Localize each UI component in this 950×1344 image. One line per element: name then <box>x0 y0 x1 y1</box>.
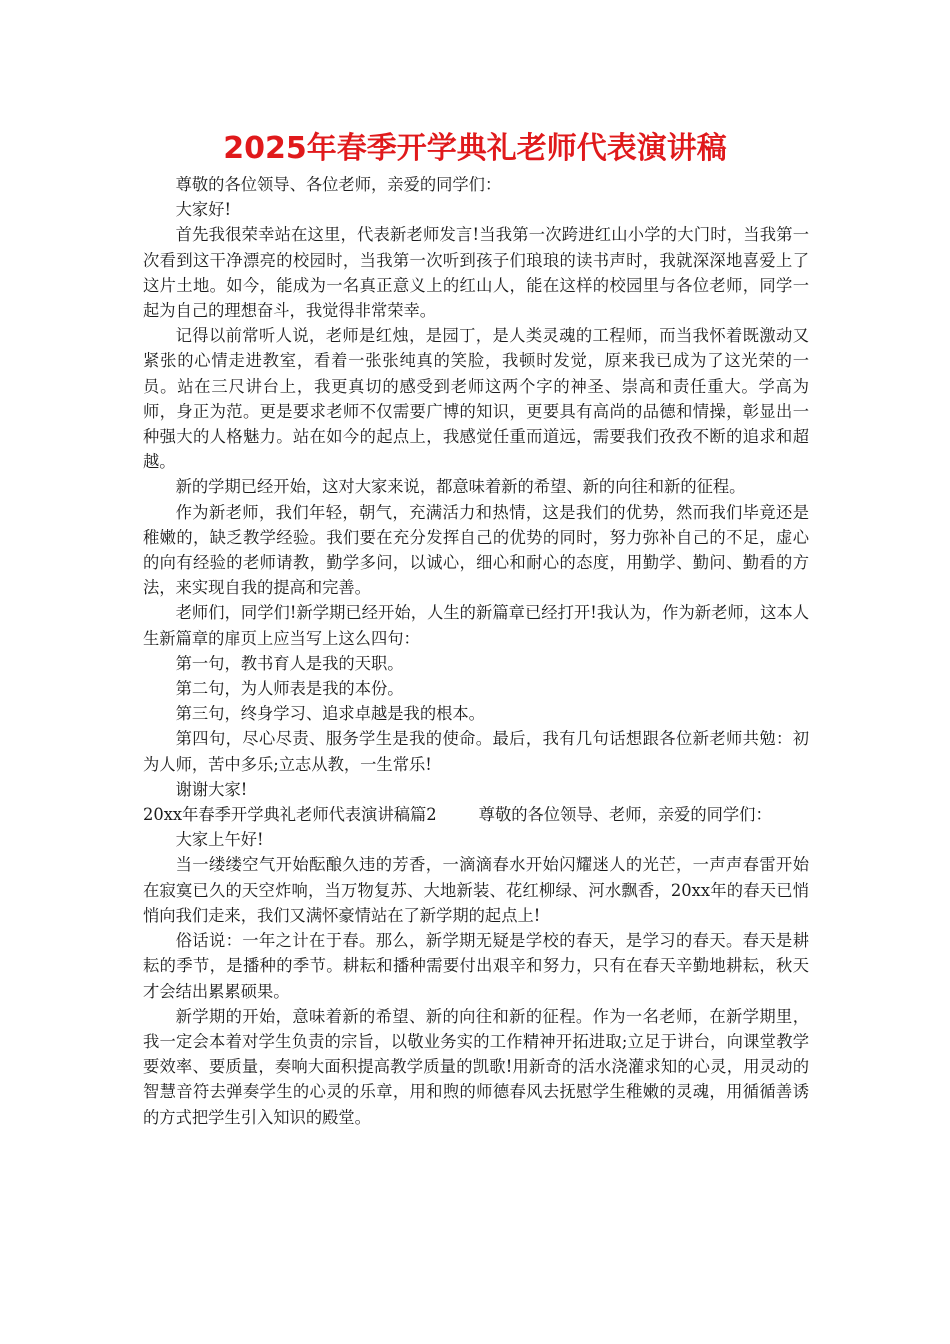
body-paragraph: 新的学期已经开始，这对大家来说，都意味着新的希望、新的向往和新的征程。 <box>175 477 746 497</box>
list-sentence: 第三句，终身学习、追求卓越是我的根本。 <box>175 704 485 724</box>
body-paragraph: 俗话说：一年之计在于春。那么，新学期无疑是学校的春天，是学习的春天。春天是耕耘的季节，是播种的季节。耕耘和播种需要付出艰辛和努力，只有在春天辛勤地耕耘，秋天才会结出累累硕果。 <box>143 931 809 1001</box>
closing: 谢谢大家! <box>175 779 248 799</box>
body-paragraph: 第四句，尽心尽责、服务学生是我的使命。最后，我有几句话想跟各位新老师共勉：初为人师，苦中多乐;立志从教，一生常乐! <box>143 729 809 774</box>
list-sentence: 第二句，为人师表是我的本份。 <box>175 679 404 699</box>
body-paragraph: 作为新老师，我们年轻，朝气，充满活力和热情，这是我们的优势，然而我们毕竟还是稚嫩的，缺乏教学经验。我们要在充分发挥自己的优势的同时，努力弥补自己的不足，虚心的向有经验的老师请教，勤学多问，以诚心，细心和耐心的态度，用勤学、勤问、勤看的方法，来实现自我的提高和完善。 <box>143 502 809 598</box>
section-2-heading: 20xx年春季开学典礼老师代表演讲稿篇2 <box>143 805 437 825</box>
body-paragraph: 首先我很荣幸站在这里，代表新老师发言!当我第一次跨进红山小学的大门时，当我第一次看到这干净漂亮的校园时，当我第一次听到孩子们琅琅的读书声时，我就深深地喜爱上了这片土地。如今，能成为一名真正意义上的红山人，能在这样的校园里与各位老师，同学一起为自己的理想奋斗，我觉得非常荣幸。 <box>143 225 809 321</box>
salutation: 尊敬的各位领导、各位老师，亲爱的同学们： <box>175 175 502 194</box>
section-2-heading-line <box>143 802 809 827</box>
document-body <box>143 172 809 1130</box>
body-paragraph: 老师们，同学们!新学期已经开始，人生的新篇章已经打开!我认为，作为新老师，这本人生新篇章的扉页上应当写上这么四句： <box>143 603 809 648</box>
greeting: 大家上午好! <box>175 830 264 850</box>
document-title: 2025年春季开学典礼老师代表演讲稿 <box>223 131 727 166</box>
body-paragraph: 当一缕缕空气开始酝酿久违的芳香，一滴滴春水开始闪耀迷人的光芒，一声声春雷开始在寂寞已久的天空炸响，当万物复苏、大地新装、花红柳绿、河水飘香，20xx年的春天已悄悄向我们走来，我们又满怀豪情站在了新学期的起点上! <box>143 855 809 925</box>
list-sentence: 第一句，教书育人是我的天职。 <box>175 653 404 673</box>
section-2-salutation: 尊敬的各位领导、老师，亲爱的同学们： <box>478 805 772 825</box>
body-paragraph: 记得以前常听人说，老师是红烛，是园丁，是人类灵魂的工程师，而当我怀着既激动又紧张的心情走进教室，看着一张张纯真的笑脸，我顿时发觉，原来我已成为了这光荣的一员。站在三尺讲台上，我更真切的感受到老师这两个字的神圣、崇高和责任重大。学高为师，身正为范。更是要求老师不仅需要广博的知识，更要具有高尚的品德和情操，彰显出一种强大的人格魅力。站在如今的起点上，我感觉任重而道远，需要我们孜孜不断的追求和超越。 <box>143 326 809 472</box>
greeting: 大家好! <box>175 200 231 220</box>
body-paragraph: 新学期的开始，意味着新的希望、新的向往和新的征程。作为一名老师，在新学期里，我一定会本着对学生负责的宗旨，以敬业务实的工作精神开拓进取;立足于讲台，向课堂教学要效率、要质量，奏响大面积提高教学质量的凯歌!用新奇的活水浇灌求知的心灵，用灵动的智慧音符去弹奏学生的心灵的乐章，用和煦的师德春风去抚慰学生稚嫩的灵魂，用循循善诱的方式把学生引入知识的殿堂。 <box>143 1006 809 1127</box>
